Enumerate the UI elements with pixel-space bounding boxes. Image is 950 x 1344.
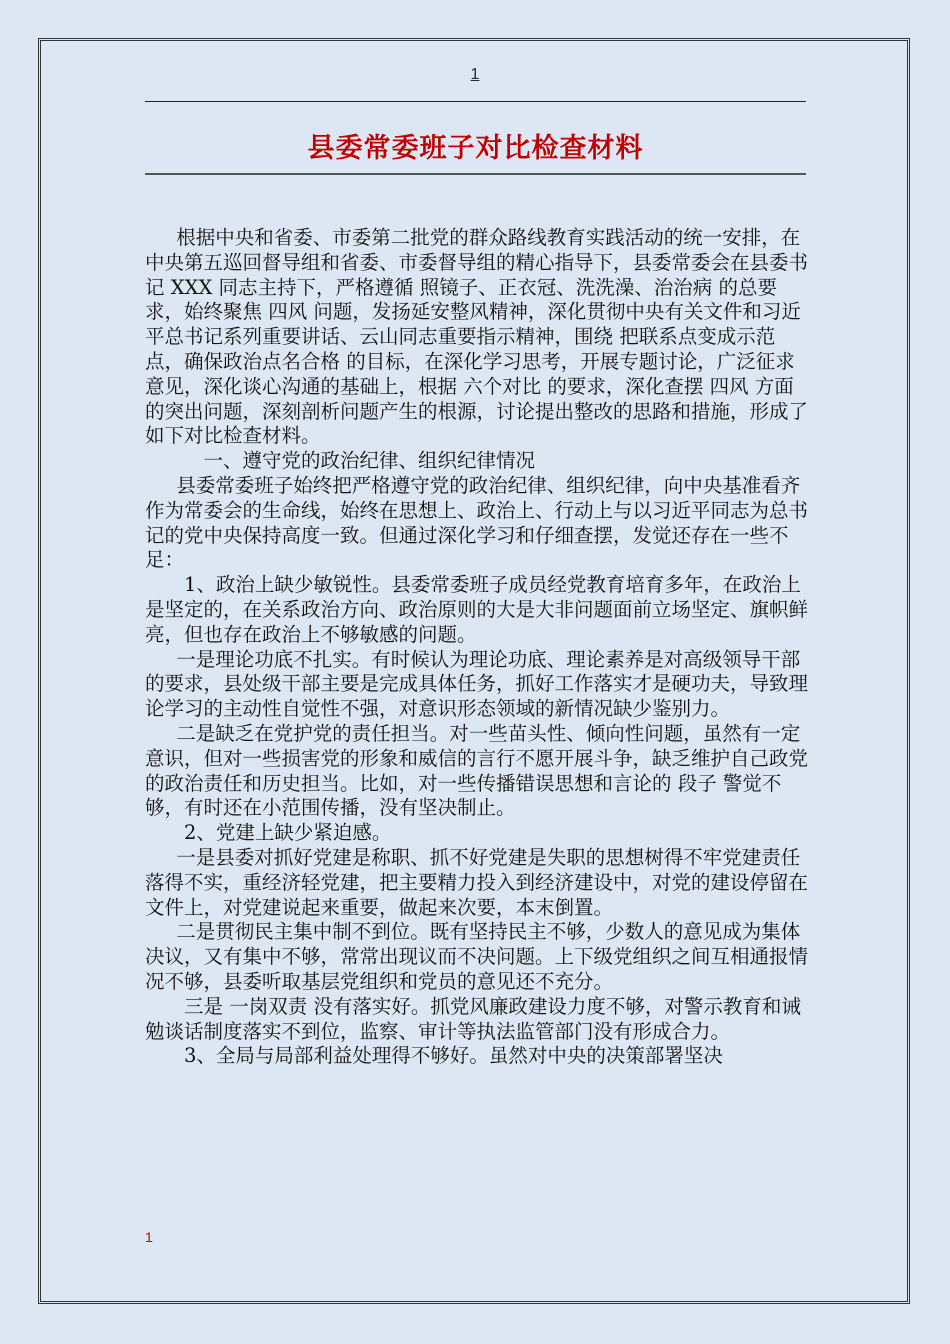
document-title: 县委常委班子对比检查材料 [307,133,644,164]
paragraph-intro: 根据中央和省委、市委第二批党的群众路线教育实践活动的统一安排，在中央第五巡回督导组和省委、市委督导组的精心指导下，县委常委会在县委书记 XXX 同志主持下，严格遵循 照镜子、正衣冠、洗洗澡、治治病 的总要求，始终聚焦 四风 问题，发扬延安整风精神，深化贯彻中央有关文件和习近平总书记系列重要讲话、云山同志重要指示精神，围绕 把联系点变成示范点，确保政治点名合格 的目标，在深化学习思考，开展专题讨论，广泛征求意见，深化谈心沟通的基础上，根据 六个对比 的要求，深化查摆 四风 方面的突出问题，深刻剖析问题产生的根源，讨论提出整改的思路和措施，形成了如下对比检查材料。 [145,226,809,448]
subsection-heading-1: 1、政治上缺少敏锐性。县委常委班子成员经党教育培育多年，在政治上是坚定的，在关系政治方向、政治原则的大是大非问题面前立场坚定、旗帜鲜亮，但也存在政治上不够敏感的问题。 [145,573,809,646]
footer-page-number: 1 [145,1229,153,1245]
subsection-heading-3: 3、全局与局部利益处理得不够好。虽然对中央的决策部署坚决 [184,1044,723,1068]
paragraph: 一是县委对抓好党建是称职、抓不好党建是失职的思想树得不牢党建责任落得不实，重经济轻党建，把主要精力投入到经济建设中，对党的建设停留在文件上，对党建说起来重要，做起来次要，本末倒置。 [145,845,809,919]
document-body [145,226,811,1069]
paragraph: 一是理论功底不扎实。有时候认为理论功底、理论素养是对高级领导干部的要求，县处级干部主要是完成具体任务，抓好工作落实才是硬功夫，导致理论学习的主动性自觉性不强，对意识形态领域的新情况缺少鉴别力。 [145,647,809,721]
header-page-number: 1 [470,66,480,83]
paragraph: 二是缺乏在党护党的责任担当。对一些苗头性、倾向性问题，虽然有一定意识，但对一些损害党的形象和威信的言行不愿开展斗争，缺乏维护自己政党的政治责任和历史担当。比如，对一些传播错误思想和言论的 段子 警觉不够，有时还在小范围传播，没有坚决制止。 [145,721,809,820]
section-heading-1: 一、遵守党的政治纪律、组织纪律情况 [203,449,536,473]
paragraph: 二是贯彻民主集中制不到位。既有坚持民主不够，少数人的意见成为集体决议，又有集中不够，常常出现议而不决问题。上下级党组织之间互相通报情况不够，县委听取基层党组织和党员的意见还不充分。 [145,920,809,993]
subsection-heading-2: 2、党建上缺少紧迫感。 [184,821,392,845]
title-rule [145,173,806,175]
paragraph: 三是 一岗双责 没有落实好。抓党风廉政建设力度不够，对警示教育和诫勉谈话制度落实不到位，监察、审计等执法监管部门没有形成合力。 [145,994,801,1043]
paragraph: 县委常委班子始终把严格遵守党的政治纪律、组织纪律，向中央基准看齐作为常委会的生命线，始终在思想上、政治上、行动上与以习近平同志为总书记的党中央保持高度一致。但通过深化学习和仔细查摆，发觉还存在一些不足： [145,473,809,572]
header-rule [145,101,806,102]
